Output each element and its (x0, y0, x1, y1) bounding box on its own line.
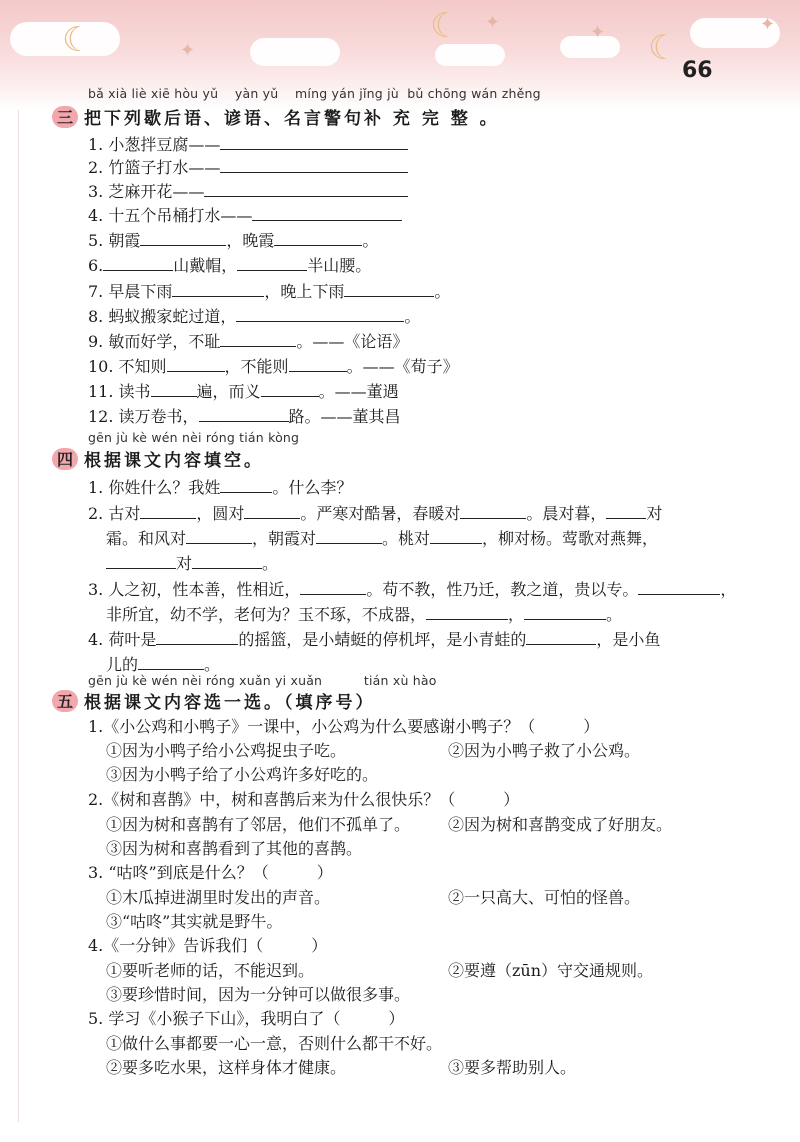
s3-item-8: 8. 蚂蚁搬家蛇过道， 。 (88, 307, 421, 326)
answer-blank[interactable] (140, 502, 196, 519)
s4-q1: 1. 你姓什么？我姓 。什么李？ (88, 478, 353, 497)
s3-item-11: 11. 读书 遍，而义 。——董遇 (88, 382, 399, 401)
answer-blank[interactable] (237, 254, 307, 271)
answer-blank[interactable] (151, 380, 197, 397)
moon-icon: ☾ (430, 6, 461, 46)
s5-q3[interactable]: 3. “咕咚”到底是什么？（ ） (88, 863, 333, 882)
answer-blank[interactable] (460, 502, 526, 519)
s4-q4-line2: 儿的 。 (106, 655, 221, 674)
answer-blank[interactable] (300, 578, 366, 595)
s5-q5-option1: ①做什么事都要一心一意，否则什么都干不好。 (106, 1034, 443, 1053)
answer-blank[interactable] (106, 552, 176, 569)
s5-q4-option1: ①要听老师的话，不能迟到。 (106, 961, 315, 980)
s4-q2-line2: 霜。和风对 ，朝霞对 。桃对 ，柳对杨。莺歌对燕舞， (106, 529, 659, 548)
s5-q5-option3: ③要多帮助别人。 (448, 1058, 577, 1077)
cloud-decoration (435, 44, 505, 66)
section3-pinyin: bǎ xià liè xiē hòu yǔ yàn yǔ míng yán jǐng jù bǔ chōng wán zhěng (88, 86, 541, 101)
answer-blank[interactable] (344, 280, 434, 297)
answer-blank[interactable] (606, 502, 646, 519)
s3-item-12: 12. 读万卷书， 路。——董其昌 (88, 407, 401, 426)
section4-heading (52, 446, 264, 471)
s4-q2-line1: 2. 古对 ，圆对 。严寒对酷暑，春暖对 。晨对暮， 对 (88, 504, 663, 523)
section3-heading (52, 104, 500, 129)
s3-item-6: 6. 山戴帽， 半山腰。 (88, 256, 372, 275)
answer-blank[interactable] (220, 156, 408, 173)
s5-q1-option3: ③因为小鸭子给了小公鸡许多好吃的。 (106, 765, 379, 784)
answer-blank[interactable] (426, 603, 508, 620)
s5-q3-option1: ①木瓜掉进湖里时发出的声音。 (106, 888, 331, 907)
s3-item-1: 1. 小葱拌豆腐—— (88, 133, 408, 155)
margin-line (18, 110, 19, 1122)
s5-q3-option2: ②一只高大、可怕的怪兽。 (448, 888, 641, 907)
answer-blank[interactable] (524, 603, 606, 620)
s4-q4-line1: 4. 荷叶是 的摇篮，是小蜻蜓的停机坪，是小青蛙的 ，是小鱼 (88, 630, 661, 649)
answer-blank[interactable] (220, 476, 272, 493)
s5-q1[interactable]: 1.《小公鸡和小鸭子》一课中，小公鸡为什么要感谢小鸭子？（ ） (88, 717, 600, 736)
s5-q2-option3: ③因为树和喜鹊看到了其他的喜鹊。 (106, 839, 363, 858)
answer-blank[interactable] (138, 653, 204, 670)
answer-blank[interactable] (220, 330, 296, 347)
s3-item-10: 10. 不知则 ，不能则 。——《荀子》 (88, 357, 459, 376)
answer-blank[interactable] (316, 527, 382, 544)
moon-icon: ☾ (62, 20, 93, 60)
star-icon: ✦ (590, 22, 606, 43)
s5-q4[interactable]: 4.《一分钟》告诉我们（ ） (88, 936, 328, 955)
answer-blank[interactable] (172, 280, 264, 297)
section3-number-badge: 三 (52, 106, 78, 128)
s5-q2[interactable]: 2.《树和喜鹊》中，树和喜鹊后来为什么很快乐？（ ） (88, 790, 520, 809)
s5-q1-option2: ②因为小鸭子救了小公鸡。 (448, 741, 641, 760)
section5-heading (52, 688, 376, 713)
answer-blank[interactable] (192, 552, 262, 569)
s5-q1-option1: ①因为小鸭子给小公鸡捉虫子吃。 (106, 741, 347, 760)
answer-blank[interactable] (186, 527, 252, 544)
star-icon: ✦ (485, 12, 501, 33)
answer-blank[interactable] (244, 502, 300, 519)
s5-q2-option2: ②因为树和喜鹊变成了好朋友。 (448, 815, 673, 834)
s3-item-2: 2. 竹篮子打水—— (88, 156, 408, 178)
section4-pinyin: gēn jù kè wén nèi róng tián kòng (88, 430, 300, 445)
answer-blank[interactable] (252, 204, 402, 221)
star-icon: ✦ (180, 40, 196, 61)
s5-q4-option2: ②要遵（zūn）守交通规则。 (448, 961, 654, 980)
answer-blank[interactable] (156, 628, 238, 645)
section4-number-badge: 四 (52, 448, 78, 470)
section5-title: 根据课文内容选一选。（填序号） (84, 693, 376, 713)
star-icon: ✦ (760, 14, 776, 35)
answer-blank[interactable] (526, 628, 596, 645)
s5-q5-option2: ②要多吃水果，这样身体才健康。 (106, 1058, 347, 1077)
s3-item-4: 4. 十五个吊桶打水—— (88, 204, 402, 226)
moon-icon: ☾ (648, 28, 679, 68)
s3-item-7: 7. 早晨下雨 ，晚上下雨 。 (88, 282, 451, 301)
s3-item-9: 9. 敏而好学，不耻 。——《论语》 (88, 332, 409, 351)
answer-blank[interactable] (289, 355, 347, 372)
s5-q3-option3: ③“咕咚”其实就是野牛。 (106, 912, 283, 931)
section4-title: 根据课文内容填空。 (84, 451, 264, 471)
section3-title: 把下列歇后语、谚语、名言警句补 充 完 整 。 (84, 109, 500, 129)
s5-q5[interactable]: 5. 学习《小猴子下山》，我明白了（ ） (88, 1009, 405, 1028)
s4-q3-line2: 非所宜，幼不学，老何为？玉不琢，不成器， ， 。 (106, 605, 623, 624)
cloud-decoration (250, 38, 340, 66)
answer-blank[interactable] (430, 527, 482, 544)
answer-blank[interactable] (140, 229, 226, 246)
section5-number-badge: 五 (52, 690, 78, 712)
answer-blank[interactable] (204, 180, 408, 197)
answer-blank[interactable] (638, 578, 720, 595)
answer-blank[interactable] (199, 405, 289, 422)
answer-blank[interactable] (103, 254, 173, 271)
s4-q2-line3: 对 。 (106, 552, 278, 574)
s4-q3-line1: 3. 人之初，性本善，性相近， 。苟不教，性乃迁，教之道，贵以专。 ， (88, 580, 737, 599)
s5-q2-option1: ①因为树和喜鹊有了邻居，他们不孤单了。 (106, 815, 411, 834)
page-number: 66 (682, 58, 713, 83)
answer-blank[interactable] (236, 305, 404, 322)
s5-q4-option3: ③要珍惜时间，因为一分钟可以做很多事。 (106, 985, 411, 1004)
answer-blank[interactable] (274, 229, 362, 246)
answer-blank[interactable] (261, 380, 319, 397)
s3-item-3: 3. 芝麻开花—— (88, 180, 408, 202)
answer-blank[interactable] (167, 355, 225, 372)
s3-item-5: 5. 朝霞 ，晚霞 。 (88, 231, 379, 250)
section5-pinyin: gēn jù kè wén nèi róng xuǎn yi xuǎn tián xù hào (88, 673, 437, 688)
answer-blank[interactable] (220, 133, 408, 150)
